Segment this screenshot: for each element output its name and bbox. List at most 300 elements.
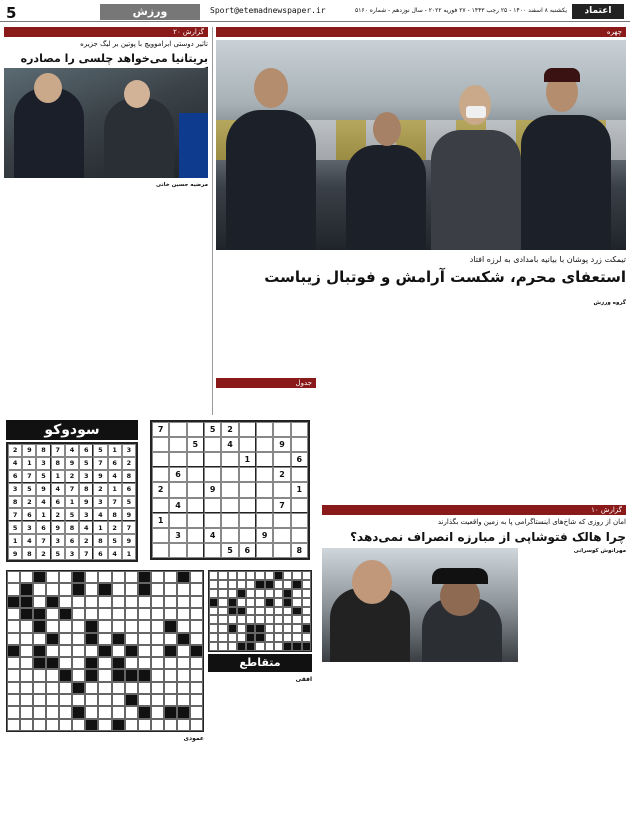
sudoku-cell[interactable] xyxy=(239,482,256,497)
crossword-cell[interactable] xyxy=(20,583,33,595)
crossword-cell[interactable] xyxy=(20,682,33,694)
crossword-cell[interactable] xyxy=(85,706,98,718)
sudoku-cell[interactable] xyxy=(187,482,204,497)
crossword-cell[interactable] xyxy=(20,694,33,706)
sudoku-cell[interactable] xyxy=(256,498,273,513)
crossword-cell[interactable] xyxy=(85,620,98,632)
crossword-cell[interactable] xyxy=(33,608,46,620)
crossword-cell[interactable] xyxy=(33,657,46,669)
sudoku-cell[interactable] xyxy=(221,467,238,482)
crossword-cell[interactable] xyxy=(46,571,59,583)
crossword-cell[interactable] xyxy=(59,657,72,669)
crossword-cell[interactable] xyxy=(292,615,301,624)
crossword-cell[interactable] xyxy=(209,607,218,616)
sudoku-cell[interactable] xyxy=(239,498,256,513)
sudoku-cell[interactable]: 5 xyxy=(221,543,238,558)
crossword-cell[interactable] xyxy=(151,706,164,718)
crossword-cell[interactable] xyxy=(46,706,59,718)
crossword-cell[interactable] xyxy=(125,608,138,620)
crossword-cell[interactable] xyxy=(164,669,177,681)
crossword-cell[interactable] xyxy=(177,571,190,583)
sudoku-cell[interactable] xyxy=(221,528,238,543)
crossword-cell[interactable] xyxy=(138,669,151,681)
crossword-cell[interactable] xyxy=(151,669,164,681)
sudoku-cell[interactable] xyxy=(256,482,273,497)
crossword-cell[interactable] xyxy=(138,571,151,583)
crossword-cell[interactable] xyxy=(72,694,85,706)
crossword-cell[interactable] xyxy=(218,571,227,580)
crossword-cell[interactable] xyxy=(20,719,33,731)
crossword-cell[interactable] xyxy=(190,583,203,595)
sudoku-cell[interactable] xyxy=(169,437,186,452)
crossword-cell[interactable] xyxy=(209,589,218,598)
crossword-cell[interactable] xyxy=(46,633,59,645)
crossword-cell[interactable] xyxy=(125,706,138,718)
crossword-grid[interactable] xyxy=(6,570,204,732)
crossword-cell[interactable] xyxy=(292,624,301,633)
crossword-cell[interactable] xyxy=(33,645,46,657)
crossword-cell[interactable] xyxy=(151,657,164,669)
crossword-cell[interactable] xyxy=(218,580,227,589)
crossword-cell[interactable] xyxy=(112,596,125,608)
crossword-cell[interactable] xyxy=(218,633,227,642)
crossword-cell[interactable] xyxy=(218,624,227,633)
crossword-cell[interactable] xyxy=(72,633,85,645)
sudoku-cell[interactable] xyxy=(239,513,256,528)
crossword-cell[interactable] xyxy=(20,620,33,632)
crossword-cell[interactable] xyxy=(218,598,227,607)
sudoku-cell[interactable] xyxy=(291,437,308,452)
crossword-cell[interactable] xyxy=(98,669,111,681)
crossword-cell[interactable] xyxy=(218,615,227,624)
crossword-cell[interactable] xyxy=(59,583,72,595)
crossword-cell[interactable] xyxy=(237,607,246,616)
crossword-cell[interactable] xyxy=(164,596,177,608)
sudoku-cell[interactable] xyxy=(256,452,273,467)
crossword-cell[interactable] xyxy=(46,645,59,657)
crossword-cell[interactable] xyxy=(228,598,237,607)
crossword-cell[interactable] xyxy=(112,694,125,706)
crossword-cell[interactable] xyxy=(33,682,46,694)
crossword-cell[interactable] xyxy=(98,682,111,694)
crossword-cell[interactable] xyxy=(265,580,274,589)
crossword-cell[interactable] xyxy=(302,598,311,607)
crossword-cell[interactable] xyxy=(190,682,203,694)
crossword-cell[interactable] xyxy=(85,608,98,620)
crossword-cell[interactable] xyxy=(125,620,138,632)
sudoku-cell[interactable]: 4 xyxy=(169,498,186,513)
crossword-cell[interactable] xyxy=(302,580,311,589)
crossword-cell[interactable] xyxy=(72,706,85,718)
crossword-cell[interactable] xyxy=(190,620,203,632)
crossword-cell[interactable] xyxy=(164,583,177,595)
crossword-cell[interactable] xyxy=(59,719,72,731)
crossword-cell[interactable] xyxy=(7,583,20,595)
crossword-cell[interactable] xyxy=(72,669,85,681)
crossword-cell[interactable] xyxy=(98,694,111,706)
crossword-mini-grid[interactable] xyxy=(208,570,312,652)
crossword-cell[interactable] xyxy=(112,645,125,657)
crossword-cell[interactable] xyxy=(190,706,203,718)
crossword-cell[interactable] xyxy=(98,620,111,632)
crossword-cell[interactable] xyxy=(33,620,46,632)
sudoku-cell[interactable] xyxy=(291,422,308,437)
crossword-cell[interactable] xyxy=(125,719,138,731)
crossword-cell[interactable] xyxy=(98,645,111,657)
crossword-cell[interactable] xyxy=(46,669,59,681)
crossword-cell[interactable] xyxy=(209,615,218,624)
sudoku-cell[interactable] xyxy=(256,467,273,482)
sudoku-cell[interactable] xyxy=(152,498,169,513)
sudoku-cell[interactable]: 1 xyxy=(291,482,308,497)
sudoku-cell[interactable] xyxy=(221,498,238,513)
sudoku-cell[interactable] xyxy=(273,528,290,543)
crossword-cell[interactable] xyxy=(46,719,59,731)
sudoku-cell[interactable] xyxy=(169,452,186,467)
crossword-cell[interactable] xyxy=(59,596,72,608)
crossword-cell[interactable] xyxy=(302,607,311,616)
crossword-cell[interactable] xyxy=(209,580,218,589)
sudoku-cell[interactable] xyxy=(152,528,169,543)
crossword-cell[interactable] xyxy=(190,608,203,620)
crossword-cell[interactable] xyxy=(190,596,203,608)
sudoku-cell[interactable]: 5 xyxy=(204,422,221,437)
crossword-cell[interactable] xyxy=(33,633,46,645)
crossword-cell[interactable] xyxy=(46,596,59,608)
sudoku-cell[interactable] xyxy=(256,543,273,558)
crossword-cell[interactable] xyxy=(177,657,190,669)
crossword-cell[interactable] xyxy=(265,571,274,580)
crossword-cell[interactable] xyxy=(138,694,151,706)
crossword-cell[interactable] xyxy=(72,645,85,657)
crossword-cell[interactable] xyxy=(164,719,177,731)
crossword-cell[interactable] xyxy=(255,607,264,616)
crossword-cell[interactable] xyxy=(190,694,203,706)
crossword-cell[interactable] xyxy=(46,657,59,669)
sudoku-cell[interactable]: 6 xyxy=(291,452,308,467)
crossword-cell[interactable] xyxy=(151,596,164,608)
sudoku-cell[interactable]: 2 xyxy=(152,482,169,497)
crossword-cell[interactable] xyxy=(46,620,59,632)
crossword-cell[interactable] xyxy=(7,694,20,706)
crossword-cell[interactable] xyxy=(125,645,138,657)
crossword-cell[interactable] xyxy=(255,642,264,651)
crossword-cell[interactable] xyxy=(228,589,237,598)
crossword-cell[interactable] xyxy=(59,682,72,694)
crossword-cell[interactable] xyxy=(283,589,292,598)
crossword-cell[interactable] xyxy=(125,596,138,608)
crossword-cell[interactable] xyxy=(138,583,151,595)
sudoku-cell[interactable] xyxy=(291,513,308,528)
crossword-cell[interactable] xyxy=(218,607,227,616)
crossword-cell[interactable] xyxy=(302,615,311,624)
sudoku-cell[interactable] xyxy=(239,422,256,437)
crossword-cell[interactable] xyxy=(72,608,85,620)
crossword-cell[interactable] xyxy=(164,657,177,669)
crossword-cell[interactable] xyxy=(112,633,125,645)
crossword-cell[interactable] xyxy=(292,589,301,598)
sudoku-cell[interactable]: 9 xyxy=(273,437,290,452)
sudoku-cell[interactable]: 2 xyxy=(273,467,290,482)
crossword-cell[interactable] xyxy=(85,694,98,706)
crossword-cell[interactable] xyxy=(138,706,151,718)
crossword-cell[interactable] xyxy=(228,607,237,616)
sudoku-cell[interactable] xyxy=(256,422,273,437)
crossword-cell[interactable] xyxy=(20,706,33,718)
crossword-cell[interactable] xyxy=(98,719,111,731)
crossword-cell[interactable] xyxy=(292,642,301,651)
crossword-cell[interactable] xyxy=(274,642,283,651)
crossword-cell[interactable] xyxy=(274,615,283,624)
crossword-cell[interactable] xyxy=(46,682,59,694)
crossword-cell[interactable] xyxy=(274,589,283,598)
crossword-cell[interactable] xyxy=(125,583,138,595)
crossword-cell[interactable] xyxy=(7,633,20,645)
crossword-cell[interactable] xyxy=(265,642,274,651)
crossword-cell[interactable] xyxy=(283,607,292,616)
crossword-cell[interactable] xyxy=(302,624,311,633)
crossword-cell[interactable] xyxy=(7,620,20,632)
crossword-cell[interactable] xyxy=(237,589,246,598)
crossword-cell[interactable] xyxy=(209,598,218,607)
crossword-cell[interactable] xyxy=(164,620,177,632)
sudoku-cell[interactable] xyxy=(169,482,186,497)
crossword-cell[interactable] xyxy=(228,642,237,651)
sudoku-cell[interactable] xyxy=(169,513,186,528)
crossword-cell[interactable] xyxy=(85,669,98,681)
crossword-cell[interactable] xyxy=(237,598,246,607)
crossword-cell[interactable] xyxy=(228,633,237,642)
sudoku-cell[interactable] xyxy=(273,543,290,558)
crossword-cell[interactable] xyxy=(20,571,33,583)
crossword-cell[interactable] xyxy=(246,589,255,598)
crossword-cell[interactable] xyxy=(98,596,111,608)
crossword-cell[interactable] xyxy=(7,682,20,694)
crossword-cell[interactable] xyxy=(190,669,203,681)
sudoku-cell[interactable] xyxy=(273,422,290,437)
crossword-cell[interactable] xyxy=(7,706,20,718)
crossword-cell[interactable] xyxy=(283,624,292,633)
sudoku-puzzle-grid[interactable] xyxy=(150,420,310,560)
crossword-cell[interactable] xyxy=(246,598,255,607)
crossword-cell[interactable] xyxy=(125,633,138,645)
crossword-cell[interactable] xyxy=(33,571,46,583)
crossword-cell[interactable] xyxy=(112,669,125,681)
crossword-cell[interactable] xyxy=(72,682,85,694)
sudoku-cell[interactable] xyxy=(204,513,221,528)
sudoku-cell[interactable] xyxy=(187,498,204,513)
crossword-cell[interactable] xyxy=(265,598,274,607)
sudoku-cell[interactable] xyxy=(169,422,186,437)
crossword-cell[interactable] xyxy=(151,719,164,731)
sudoku-cell[interactable] xyxy=(273,482,290,497)
sudoku-cell[interactable]: 6 xyxy=(239,543,256,558)
crossword-cell[interactable] xyxy=(151,583,164,595)
sudoku-cell[interactable] xyxy=(187,513,204,528)
crossword-cell[interactable] xyxy=(112,583,125,595)
crossword-cell[interactable] xyxy=(190,633,203,645)
crossword-cell[interactable] xyxy=(246,580,255,589)
sudoku-cell[interactable] xyxy=(169,543,186,558)
sudoku-cell[interactable] xyxy=(152,543,169,558)
crossword-cell[interactable] xyxy=(33,706,46,718)
crossword-cell[interactable] xyxy=(112,571,125,583)
crossword-cell[interactable] xyxy=(237,624,246,633)
crossword-cell[interactable] xyxy=(125,682,138,694)
crossword-cell[interactable] xyxy=(112,608,125,620)
crossword-cell[interactable] xyxy=(265,607,274,616)
crossword-cell[interactable] xyxy=(85,682,98,694)
crossword-cell[interactable] xyxy=(59,571,72,583)
sudoku-cell[interactable] xyxy=(273,513,290,528)
crossword-cell[interactable] xyxy=(7,669,20,681)
crossword-cell[interactable] xyxy=(237,615,246,624)
crossword-cell[interactable] xyxy=(98,583,111,595)
crossword-cell[interactable] xyxy=(255,624,264,633)
sudoku-cell[interactable] xyxy=(256,437,273,452)
crossword-cell[interactable] xyxy=(151,694,164,706)
crossword-cell[interactable] xyxy=(274,580,283,589)
crossword-cell[interactable] xyxy=(246,642,255,651)
crossword-cell[interactable] xyxy=(177,608,190,620)
crossword-cell[interactable] xyxy=(177,669,190,681)
crossword-cell[interactable] xyxy=(292,571,301,580)
sudoku-cell[interactable] xyxy=(273,452,290,467)
sudoku-cell[interactable] xyxy=(152,437,169,452)
crossword-cell[interactable] xyxy=(151,633,164,645)
crossword-cell[interactable] xyxy=(98,633,111,645)
crossword-cell[interactable] xyxy=(138,596,151,608)
sudoku-cell[interactable] xyxy=(187,543,204,558)
crossword-cell[interactable] xyxy=(190,657,203,669)
crossword-cell[interactable] xyxy=(228,615,237,624)
sudoku-cell[interactable]: 9 xyxy=(204,482,221,497)
crossword-cell[interactable] xyxy=(138,645,151,657)
crossword-cell[interactable] xyxy=(246,624,255,633)
crossword-cell[interactable] xyxy=(292,607,301,616)
crossword-cell[interactable] xyxy=(164,633,177,645)
crossword-cell[interactable] xyxy=(125,694,138,706)
crossword-cell[interactable] xyxy=(72,596,85,608)
sudoku-cell[interactable]: 7 xyxy=(152,422,169,437)
crossword-cell[interactable] xyxy=(7,571,20,583)
crossword-cell[interactable] xyxy=(292,633,301,642)
crossword-cell[interactable] xyxy=(20,608,33,620)
crossword-cell[interactable] xyxy=(177,694,190,706)
crossword-cell[interactable] xyxy=(138,620,151,632)
crossword-cell[interactable] xyxy=(72,571,85,583)
crossword-cell[interactable] xyxy=(237,633,246,642)
crossword-cell[interactable] xyxy=(265,633,274,642)
crossword-cell[interactable] xyxy=(274,598,283,607)
crossword-cell[interactable] xyxy=(265,624,274,633)
crossword-cell[interactable] xyxy=(302,633,311,642)
sudoku-cell[interactable]: 4 xyxy=(221,437,238,452)
crossword-cell[interactable] xyxy=(164,706,177,718)
crossword-cell[interactable] xyxy=(20,633,33,645)
crossword-cell[interactable] xyxy=(59,633,72,645)
sudoku-cell[interactable] xyxy=(221,452,238,467)
crossword-cell[interactable] xyxy=(112,620,125,632)
sudoku-cell[interactable] xyxy=(187,528,204,543)
crossword-cell[interactable] xyxy=(7,719,20,731)
crossword-cell[interactable] xyxy=(138,719,151,731)
crossword-cell[interactable] xyxy=(190,645,203,657)
crossword-cell[interactable] xyxy=(228,571,237,580)
sudoku-cell[interactable]: 9 xyxy=(256,528,273,543)
crossword-cell[interactable] xyxy=(209,571,218,580)
crossword-cell[interactable] xyxy=(164,571,177,583)
crossword-cell[interactable] xyxy=(164,694,177,706)
sudoku-cell[interactable] xyxy=(204,498,221,513)
crossword-cell[interactable] xyxy=(20,645,33,657)
crossword-cell[interactable] xyxy=(112,706,125,718)
crossword-cell[interactable] xyxy=(151,620,164,632)
crossword-cell[interactable] xyxy=(228,580,237,589)
crossword-cell[interactable] xyxy=(246,615,255,624)
crossword-cell[interactable] xyxy=(7,608,20,620)
crossword-cell[interactable] xyxy=(255,615,264,624)
crossword-cell[interactable] xyxy=(218,642,227,651)
crossword-cell[interactable] xyxy=(237,642,246,651)
crossword-cell[interactable] xyxy=(302,589,311,598)
crossword-cell[interactable] xyxy=(46,583,59,595)
sudoku-cell[interactable]: 5 xyxy=(187,437,204,452)
sudoku-cell[interactable]: 6 xyxy=(169,467,186,482)
crossword-cell[interactable] xyxy=(283,633,292,642)
sudoku-cell[interactable] xyxy=(187,452,204,467)
crossword-cell[interactable] xyxy=(72,620,85,632)
crossword-cell[interactable] xyxy=(209,633,218,642)
crossword-cell[interactable] xyxy=(20,596,33,608)
sudoku-cell[interactable]: 4 xyxy=(204,528,221,543)
crossword-cell[interactable] xyxy=(85,583,98,595)
crossword-cell[interactable] xyxy=(302,571,311,580)
sudoku-cell[interactable] xyxy=(204,437,221,452)
crossword-cell[interactable] xyxy=(7,657,20,669)
sudoku-cell[interactable]: 2 xyxy=(221,422,238,437)
sudoku-cell[interactable]: 1 xyxy=(152,513,169,528)
crossword-cell[interactable] xyxy=(246,571,255,580)
crossword-cell[interactable] xyxy=(177,633,190,645)
crossword-cell[interactable] xyxy=(112,719,125,731)
crossword-cell[interactable] xyxy=(151,682,164,694)
sudoku-cell[interactable]: 3 xyxy=(169,528,186,543)
crossword-cell[interactable] xyxy=(177,682,190,694)
crossword-cell[interactable] xyxy=(177,596,190,608)
sudoku-cell[interactable]: 8 xyxy=(291,543,308,558)
sudoku-cell[interactable] xyxy=(152,452,169,467)
crossword-cell[interactable] xyxy=(151,571,164,583)
sudoku-cell[interactable]: 7 xyxy=(273,498,290,513)
crossword-cell[interactable] xyxy=(33,694,46,706)
crossword-cell[interactable] xyxy=(265,615,274,624)
crossword-cell[interactable] xyxy=(177,645,190,657)
crossword-cell[interactable] xyxy=(283,598,292,607)
crossword-cell[interactable] xyxy=(59,706,72,718)
crossword-cell[interactable] xyxy=(237,571,246,580)
crossword-cell[interactable] xyxy=(98,657,111,669)
crossword-cell[interactable] xyxy=(177,583,190,595)
crossword-cell[interactable] xyxy=(85,596,98,608)
sudoku-cell[interactable]: 1 xyxy=(239,452,256,467)
crossword-cell[interactable] xyxy=(85,633,98,645)
crossword-cell[interactable] xyxy=(255,571,264,580)
crossword-cell[interactable] xyxy=(20,669,33,681)
sudoku-cell[interactable] xyxy=(221,513,238,528)
crossword-cell[interactable] xyxy=(255,598,264,607)
crossword-cell[interactable] xyxy=(7,596,20,608)
